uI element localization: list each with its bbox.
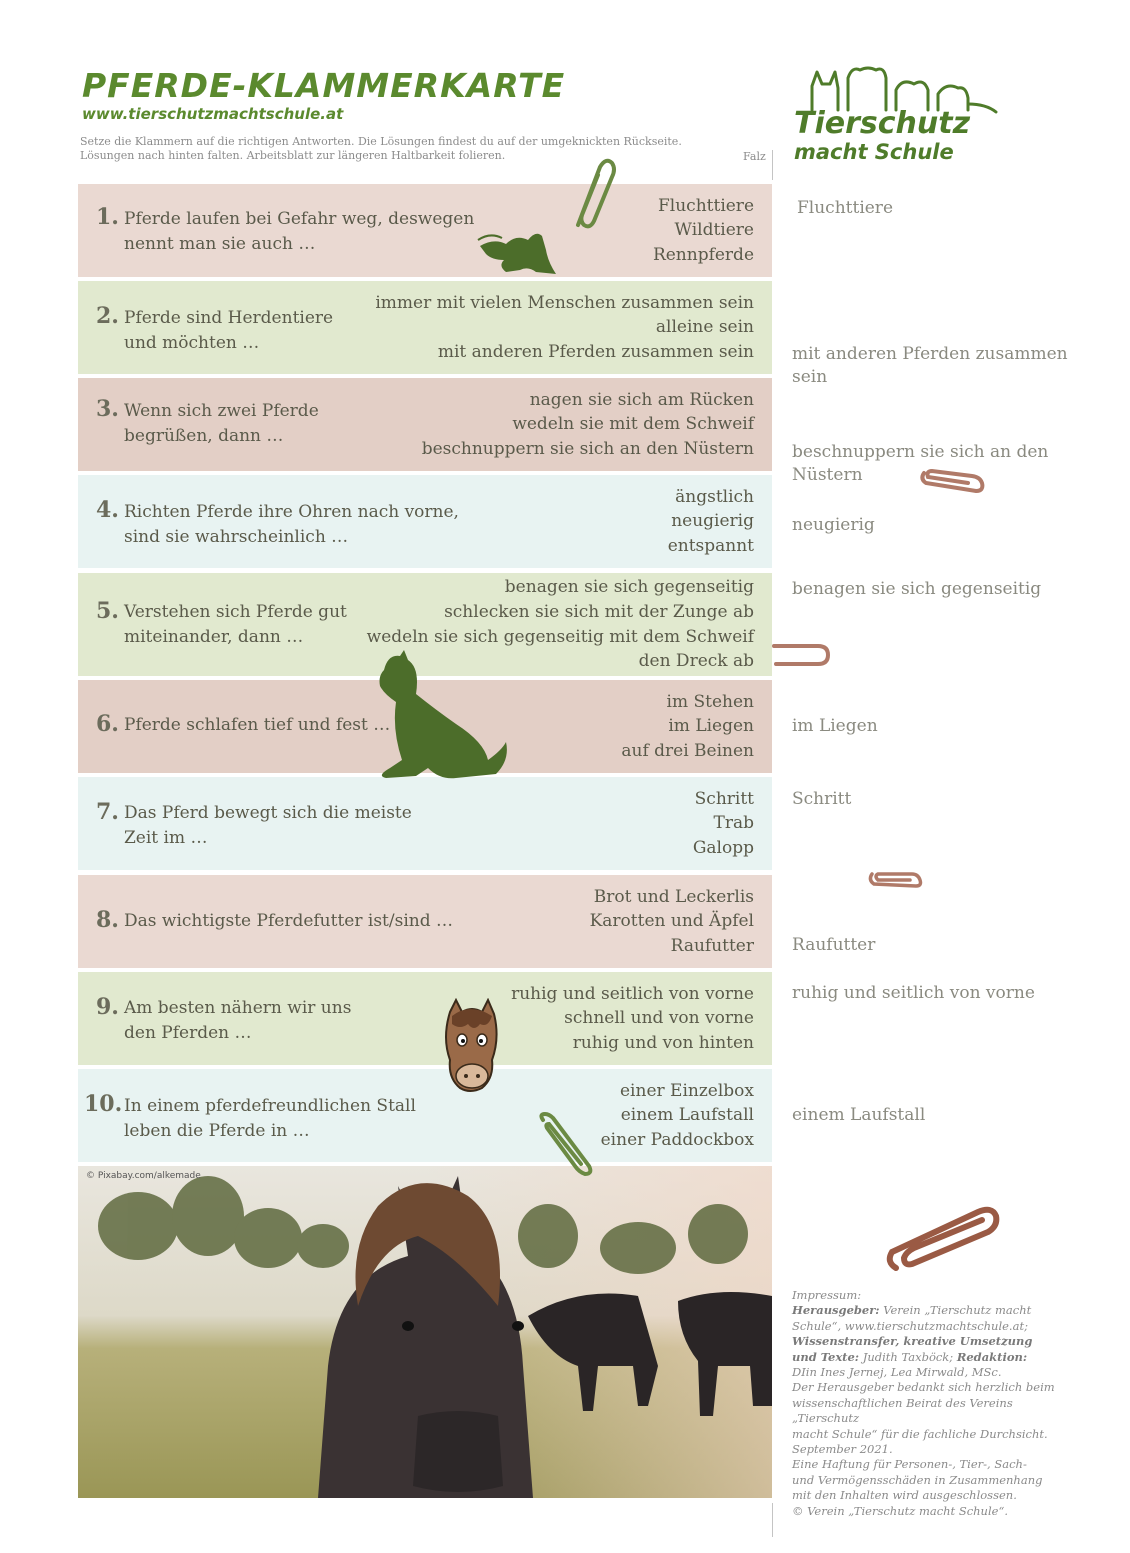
sitting-horse-silhouette-icon — [356, 650, 516, 782]
galloping-horse-silhouette-icon — [476, 226, 558, 280]
question-line: Pferde laufen bei Gefahr weg, deswegen — [124, 209, 475, 229]
question-line: Richten Pferde ihre Ohren nach vorne, — [124, 502, 459, 522]
answer-option[interactable]: Raufutter — [670, 935, 754, 956]
answer-option[interactable]: beschnuppern sie sich an den Nüstern — [421, 438, 754, 459]
solution-3: beschnuppern sie sich an den Nüstern — [792, 442, 1049, 485]
answer-options — [621, 680, 754, 773]
question-line: Pferde sind Herdentiere — [124, 308, 334, 328]
imprint-label: Wissenstransfer, kreative Umsetzung — [792, 1334, 1033, 1349]
solution-6: im Liegen — [792, 716, 878, 736]
answer-options — [693, 777, 754, 870]
logo-text-line-1: Tierschutz — [794, 106, 971, 141]
question-line: Wenn sich zwei Pferde — [124, 401, 319, 421]
solution-2: mit anderen Pferden zusammen sein — [792, 344, 1068, 387]
question-number: 5. — [96, 598, 119, 624]
instructions — [80, 135, 740, 163]
answer-option[interactable]: Karotten und Äpfel — [589, 911, 754, 932]
answer-options — [511, 972, 754, 1065]
question-row-10 — [78, 1069, 772, 1162]
question-line: Am besten nähern wir uns — [124, 998, 352, 1018]
question-line: den Pferden … — [124, 1023, 252, 1043]
answer-options — [422, 378, 754, 471]
answer-option[interactable]: Trab — [713, 813, 754, 834]
answer-option[interactable]: ruhig und von hinten — [572, 1032, 754, 1053]
imprint-line: Der Herausgeber bedankt sich herzlich beim — [792, 1380, 1055, 1395]
horse-photo — [78, 1166, 772, 1498]
paperclip-icon[interactable] — [866, 868, 926, 892]
answer-option[interactable]: mit anderen Pferden zusammen sein — [437, 341, 754, 362]
fold-label: Falz — [743, 150, 766, 163]
question-row-7 — [78, 777, 772, 870]
answer-option[interactable]: im Stehen — [666, 691, 754, 712]
question-line: Das Pferd bewegt sich die meiste — [124, 803, 412, 823]
answer-option[interactable]: ängstlich — [675, 486, 754, 507]
question-row-9 — [78, 972, 772, 1065]
imprint-text: Judith Taxböck; — [859, 1349, 957, 1364]
answer-option[interactable]: einem Laufstall — [620, 1105, 754, 1126]
answer-option[interactable]: immer mit vielen Menschen zusammen sein — [375, 292, 754, 313]
question-line: Pferde schlafen tief und fest … — [124, 715, 391, 735]
imprint-line: Schule“, www.tierschutzmachtschule.at; — [792, 1318, 1028, 1333]
imprint-line: mit den Inhalten wird ausgeschlossen. — [792, 1488, 1017, 1503]
page-title: PFERDE-KLAMMERKARTE — [82, 66, 566, 105]
question-number: 9. — [96, 994, 119, 1020]
answer-option[interactable]: auf drei Beinen — [621, 740, 754, 761]
answer-options — [601, 1069, 754, 1162]
imprint-line: © Verein „Tierschutz macht Schule“. — [792, 1503, 1008, 1518]
imprint-text: Verein „Tierschutz macht — [879, 1303, 1032, 1318]
answer-option[interactable]: ruhig und seitlich von vorne — [511, 983, 754, 1004]
question-line: miteinander, dann … — [124, 627, 304, 647]
answer-option[interactable]: Wildtiere — [674, 220, 754, 241]
question-line: sind sie wahrscheinlich … — [124, 527, 349, 547]
answer-option[interactable]: einer Einzelbox — [620, 1080, 754, 1101]
imprint-line: September 2021. — [792, 1442, 893, 1457]
question-text — [124, 306, 333, 356]
question-line: begrüßen, dann … — [124, 426, 284, 446]
imprint — [792, 1288, 1082, 1519]
question-row-3 — [78, 378, 772, 471]
imprint-label: und Texte: — [792, 1349, 860, 1364]
answer-options — [653, 184, 754, 277]
question-row-1 — [78, 184, 772, 277]
answer-option[interactable]: Galopp — [692, 837, 754, 858]
question-text — [124, 399, 319, 449]
answer-option[interactable]: einer Paddockbox — [600, 1129, 754, 1150]
question-line: leben die Pferde in … — [124, 1121, 310, 1141]
question-number: 4. — [96, 497, 119, 523]
question-line: Das wichtigste Pferdefutter ist/sind … — [124, 911, 453, 931]
imprint-line: wissenschaftlichen Beirat des Vereins „Tierschutz — [792, 1395, 1013, 1426]
question-number: 8. — [96, 907, 119, 933]
cartoon-horse-head-icon — [440, 998, 502, 1094]
imprint-label: Herausgeber: — [792, 1303, 880, 1318]
imprint-line — [792, 1334, 1082, 1349]
solution-8: Raufutter — [792, 935, 876, 955]
paperclip-icon[interactable] — [535, 1110, 597, 1178]
question-number: 3. — [96, 396, 119, 422]
question-number: 1. — [96, 204, 119, 230]
answer-option[interactable]: benagen sie sich gegenseitig — [504, 577, 754, 598]
solution-9: ruhig und seitlich von vorne — [792, 983, 1035, 1003]
fold-line-bottom — [772, 1503, 773, 1537]
answer-option[interactable]: im Liegen — [668, 716, 754, 737]
solution-1: Fluchttiere — [797, 198, 893, 218]
imprint-line: macht Schule“ für die fachliche Durchsicht. — [792, 1426, 1048, 1441]
instructions-line-2: Lösungen nach hinten falten. Arbeitsblatt zur längeren Haltbarkeit folieren. — [80, 149, 506, 162]
question-text — [124, 207, 474, 257]
solution-10: einem Laufstall — [792, 1105, 926, 1125]
question-text — [124, 600, 347, 650]
question-number: 6. — [96, 711, 119, 737]
answer-option[interactable]: den Dreck ab — [638, 651, 754, 672]
question-row-4 — [78, 475, 772, 568]
question-text — [124, 500, 459, 550]
answer-options — [668, 475, 754, 568]
question-row-2 — [78, 281, 772, 374]
question-line: In einem pferdefreundlichen Stall — [124, 1096, 416, 1116]
solution-4: neugierig — [792, 515, 875, 535]
paperclip-icon[interactable] — [882, 1202, 1002, 1278]
answer-options — [590, 875, 754, 968]
answer-options — [375, 281, 754, 374]
question-text — [124, 909, 453, 934]
question-text — [124, 1094, 416, 1144]
paperclip-icon[interactable] — [918, 463, 988, 497]
question-line: Verstehen sich Pferde gut — [124, 602, 347, 622]
imprint-label: Redaktion: — [956, 1349, 1028, 1364]
fold-line-top — [772, 150, 773, 180]
answer-option[interactable]: wedeln sie sich gegenseitig mit dem Schweif — [366, 626, 754, 647]
question-line: und möchten … — [124, 333, 260, 353]
answer-option[interactable]: Fluchttiere — [658, 195, 754, 216]
question-row-8 — [78, 875, 772, 968]
question-text — [124, 996, 351, 1046]
question-number: 10. — [84, 1091, 123, 1117]
answer-option[interactable]: entspannt — [667, 535, 754, 556]
imprint-line: Impressum: — [792, 1288, 862, 1302]
answer-option[interactable]: Brot und Leckerlis — [593, 886, 754, 907]
website-url: www.tierschutzmachtschule.at — [82, 105, 344, 123]
answer-option[interactable]: wedeln sie mit dem Schweif — [512, 414, 754, 435]
answer-option[interactable]: schlecken sie sich mit der Zunge ab — [444, 601, 754, 622]
paperclip-icon[interactable] — [772, 640, 834, 670]
answer-option[interactable]: neugierig — [671, 511, 754, 532]
imprint-line: und Vermögensschäden in Zusammenhang — [792, 1472, 1043, 1487]
answer-option[interactable]: Schritt — [694, 788, 754, 809]
answer-option[interactable]: schnell und von vorne — [564, 1008, 754, 1029]
question-number: 2. — [96, 303, 119, 329]
question-text — [124, 801, 412, 851]
imprint-line — [792, 1303, 1082, 1318]
question-line: Zeit im … — [124, 828, 208, 848]
imprint-line: Eine Haftung für Personen-, Tier-, Sach- — [792, 1457, 1027, 1472]
question-line: nennt man sie auch … — [124, 234, 316, 254]
question-text — [124, 713, 390, 738]
logo-text-line-2: macht Schule — [794, 140, 954, 164]
instructions-line-1: Setze die Klammern auf die richtigen Antworten. Die Lösungen findest du auf der umgeknickten Rückseite. — [80, 135, 682, 148]
answer-option[interactable]: nagen sie sich am Rücken — [529, 389, 754, 410]
question-number: 7. — [96, 799, 119, 825]
photo-credit: © Pixabay.com/alkemade — [86, 1171, 201, 1181]
paperclip-icon[interactable] — [566, 155, 620, 237]
solution-7: Schritt — [792, 789, 852, 809]
answer-option[interactable]: Rennpferde — [652, 244, 754, 265]
imprint-line — [792, 1350, 1082, 1365]
answer-option[interactable]: alleine sein — [655, 317, 754, 338]
solution-5: benagen sie sich gegenseitig — [792, 579, 1042, 599]
imprint-line: DIin Ines Jernej, Lea Mirwald, MSc. — [792, 1365, 1002, 1380]
